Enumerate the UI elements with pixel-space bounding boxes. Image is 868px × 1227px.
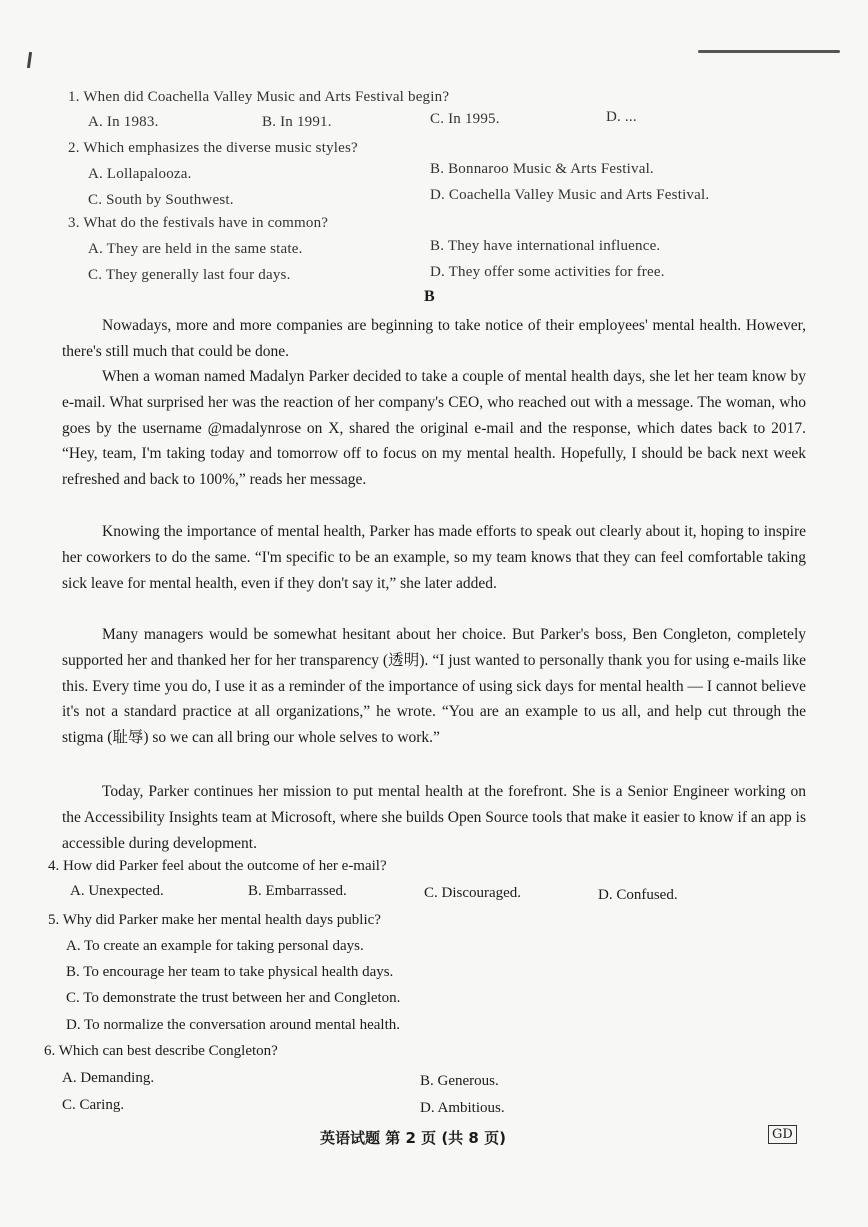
question-1-option-b: B. In 1991. [262, 114, 332, 130]
question-3-option-b: B. They have international influence. [430, 238, 661, 254]
scan-edge-mark [27, 52, 32, 68]
question-5-option-d: D. To normalize the conversation around mental health. [66, 1017, 400, 1033]
question-3-option-a: A. They are held in the same state. [88, 241, 303, 257]
question-2-option-a: A. Lollapalooza. [88, 166, 192, 182]
question-3-option-d: D. They offer some activities for free. [430, 264, 665, 280]
passage-paragraph-3: Knowing the importance of mental health, Parker has made efforts to speak out clearly about it, hoping to inspire her coworkers to do the same. “I'm specific to be an example, so my team knows that they can feel comfortable taking sick leave for mental health, even if they don't say it,” she later added. [62, 523, 806, 592]
question-5-stem: 5. Why did Parker make her mental health days public? [48, 912, 381, 928]
page-footer: 英语试题 第 2 页 (共 8 页) [320, 1129, 506, 1147]
passage-paragraph-2: When a woman named Madalyn Parker decided to take a couple of mental health days, she let her team know by e-mail. What surprised her was the reaction of her company's CEO, who reached out with a message. The woman, who goes by the username @madalynrose on X, shared the original e-mail and the response, which dates back to 2017. “Hey, team, I'm taking today and tomorrow off to focus on my mental health. Hopefully, I should be back next week refreshed and back to 100%,” reads her message. [62, 368, 806, 489]
question-5-option-b: B. To encourage her team to take physical health days. [66, 964, 394, 980]
question-1-option-a: A. In 1983. [88, 114, 159, 130]
question-2-option-b: B. Bonnaroo Music & Arts Festival. [430, 161, 654, 177]
question-5-option-a: A. To create an example for taking personal days. [66, 938, 364, 954]
question-3-option-c: C. They generally last four days. [88, 267, 291, 283]
question-6-option-c: C. Caring. [62, 1097, 125, 1113]
question-4-option-d: D. Confused. [598, 887, 678, 903]
passage-paragraph-4: Many managers would be somewhat hesitant about her choice. But Parker's boss, Ben Congleton, completely supported her and thanked her for her transparency (透明). “I just wanted to personally thank you for using e-mails like this. Every time you do, I use it as a reminder of the importance of using sick days for mental health — I cannot believe it's not a standard practice at all organizations,” he wrote. “You are an example to us all, and help cut through the stigma (耻辱) so we can all bring our whole selves to work.” [62, 626, 806, 747]
passage-paragraph-5: Today, Parker continues her mission to put mental health at the forefront. She is a Senior Engineer working on the Accessibility Insights team at Microsoft, where she builds Open Source tools that make it easier to know if an app is accessible during development. [62, 783, 806, 852]
question-3-stem: 3. What do the festivals have in common? [68, 215, 329, 231]
section-b-title: B [424, 288, 435, 305]
question-4-option-b: B. Embarrassed. [248, 883, 347, 899]
passage-paragraph-1: Nowadays, more and more companies are beginning to take notice of their employees' mental health. However, there's still much that could be done. [62, 317, 806, 360]
question-1-stem: 1. When did Coachella Valley Music and Arts Festival begin? [68, 89, 450, 105]
question-4-option-a: A. Unexpected. [70, 883, 164, 899]
paper-code-badge: GD [768, 1125, 797, 1144]
question-6-option-d: D. Ambitious. [420, 1100, 505, 1116]
question-4-option-c: C. Discouraged. [424, 885, 522, 901]
question-4-stem: 4. How did Parker feel about the outcome of her e-mail? [48, 858, 387, 874]
question-2-option-c: C. South by Southwest. [88, 192, 234, 208]
question-6-option-b: B. Generous. [420, 1073, 499, 1089]
question-1-option-c: C. In 1995. [430, 111, 500, 127]
header-rule [698, 50, 840, 53]
question-1-option-d: D. ... [606, 109, 637, 125]
question-2-option-d: D. Coachella Valley Music and Arts Festival. [430, 187, 710, 203]
question-5-option-c: C. To demonstrate the trust between her and Congleton. [66, 990, 401, 1006]
question-6-option-a: A. Demanding. [62, 1070, 155, 1086]
question-2-stem: 2. Which emphasizes the diverse music styles? [68, 140, 358, 156]
question-6-stem: 6. Which can best describe Congleton? [44, 1043, 278, 1059]
